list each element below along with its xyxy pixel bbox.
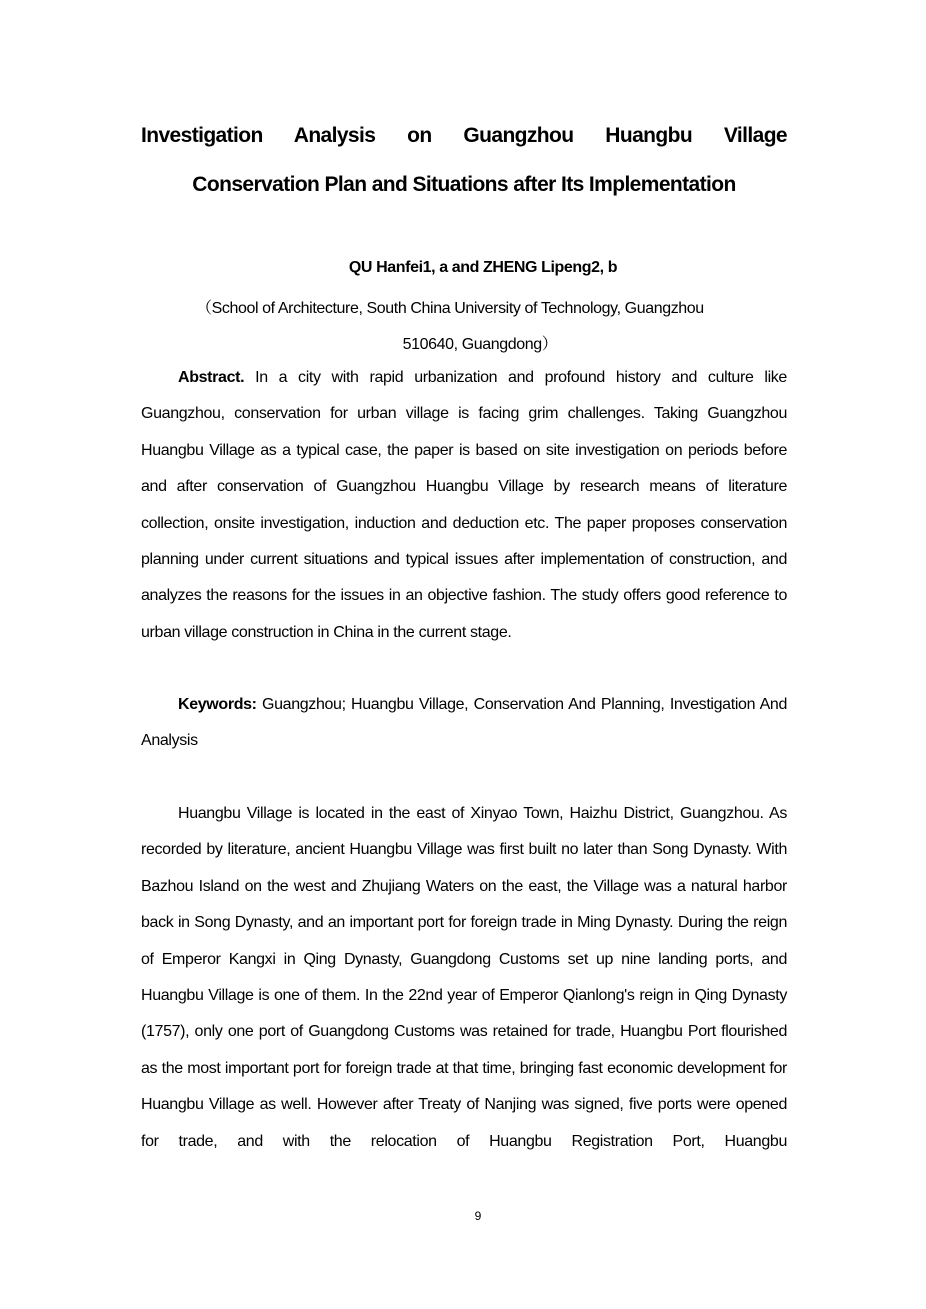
author-list: QU Hanfei1, a and ZHENG Lipeng2, b	[348, 259, 618, 276]
paper-title-line-2: Conservation Plan and Situations after Its Implementation	[192, 173, 736, 196]
affiliation-line-2: 510640, Guangdong）	[402, 336, 558, 353]
abstract-text: In a city with rapid urbanization and profound history and culture like Guangzhou, conservation for urban village is facing grim challenges. Taking Guangzhou Huangbu Village as a typical case, the paper is based on site investigation on periods before and after conservation of Guangzhou Huangbu Village by research means of literature collection, onsite investigation, induction and deduction etc. The paper proposes conservation planning under current situations and typical issues after implementation of construction, and analyzes the reasons for the issues in an objective fashion. The study offers good reference to urban village construction in China in the current stage.	[141, 369, 787, 641]
keywords-paragraph	[141, 687, 787, 760]
abstract-paragraph	[141, 360, 787, 651]
keywords-text: Guangzhou; Huangbu Village, Conservation And Planning, Investigation And Analysis	[141, 696, 787, 750]
page-number: 9	[474, 1209, 482, 1223]
abstract-label: Abstract.	[178, 369, 245, 386]
affiliation-line-1: （School of Architecture, South China University of Technology, Guangzhou	[196, 300, 704, 317]
keywords-label: Keywords:	[178, 696, 257, 713]
body-paragraph: Huangbu Village is located in the east of Xinyao Town, Haizhu District, Guangzhou. As recorded by literature, ancient Huangbu Village was first built no later than Song Dynasty. With Bazhou Island on the west and Zhujiang Waters on the east, the Village was a natural harbor back in Song Dynasty, and an important port for foreign trade in Ming Dynasty. During the reign of Emperor Kangxi in Qing Dynasty, Guangdong Customs set up nine landing ports, and Huangbu Village is one of them. In the 22nd year of Emperor Qianlong's reign in Qing Dynasty (1757), only one port of Guangdong Customs was retained for trade, Huangbu Port flourished as the most important port for foreign trade at that time, bringing fast economic development for Huangbu Village as well. However after Treaty of Nanjing was signed, five ports were opened for trade, and with the relocation of Huangbu Registration Port, Huangbu	[141, 805, 787, 1150]
paper-title-line-1: Investigation Analysis on Guangzhou Huangbu Village	[141, 124, 787, 147]
